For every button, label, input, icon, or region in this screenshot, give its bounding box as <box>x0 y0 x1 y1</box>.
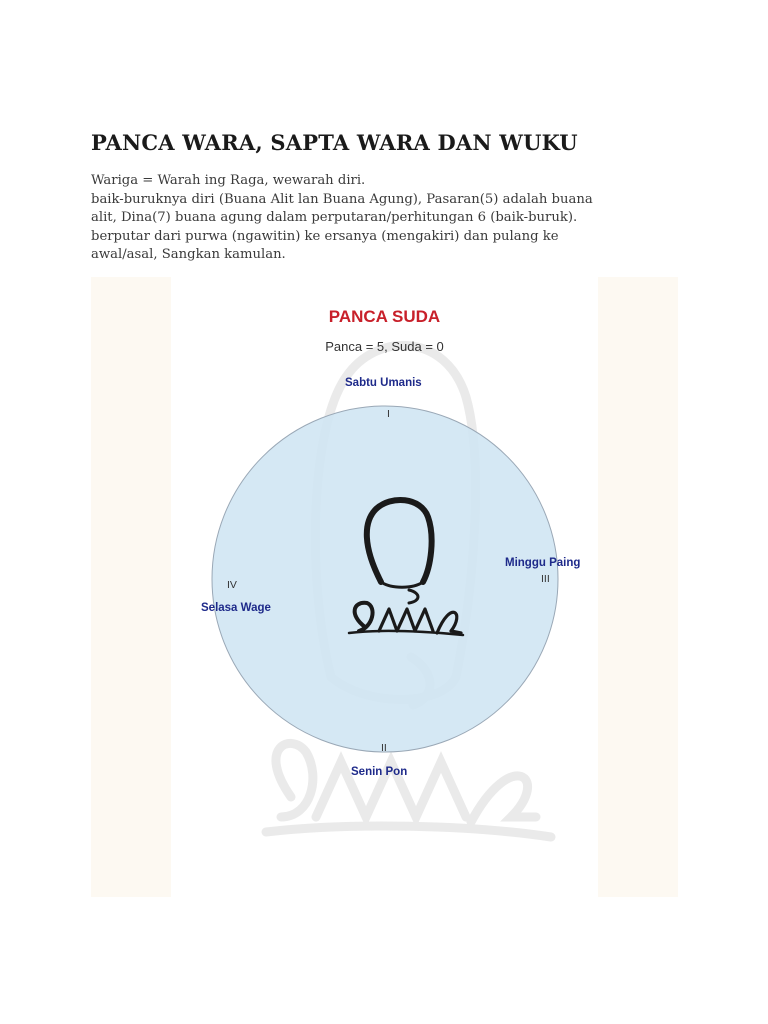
page-title: PANCA WARA, SAPTA WARA DAN WUKU <box>91 130 578 155</box>
diagram-graphic <box>91 277 678 897</box>
paragraph-line: Wariga = Warah ing Raga, wewarah diri. <box>91 173 366 188</box>
numeral-iv: IV <box>227 579 237 591</box>
numeral-ii: II <box>381 742 387 754</box>
label-selasa-wage: Selasa Wage <box>201 602 271 614</box>
diagram-title: PANCA SUDA <box>328 307 441 326</box>
diagram-subtitle: Panca = 5, Suda = 0 <box>325 339 444 354</box>
paragraph-line: berputar dari purwa (ngawitin) ke ersanya (mengakiri) dan pulang ke <box>91 228 559 244</box>
label-minggu-paing: Minggu Paing <box>505 557 581 569</box>
paragraph-line: alit, Dina(7) buana agung dalam perputaran/perhitungan 6 (baik-buruk). <box>91 210 578 225</box>
paragraph-line: awal/asal, Sangkan kamulan. <box>91 247 286 262</box>
intro-paragraph <box>91 172 671 265</box>
label-sabtu-umanis: Sabtu Umanis <box>345 377 422 389</box>
diagram-circle <box>212 406 558 752</box>
panca-suda-diagram <box>91 277 678 897</box>
paragraph-line: baik-buruknya diri (Buana Alit lan Buana Agung), Pasaran(5) adalah buana <box>91 191 593 207</box>
numeral-i: I <box>387 408 390 420</box>
numeral-iii: III <box>541 573 550 585</box>
label-senin-pon: Senin Pon <box>351 766 408 778</box>
